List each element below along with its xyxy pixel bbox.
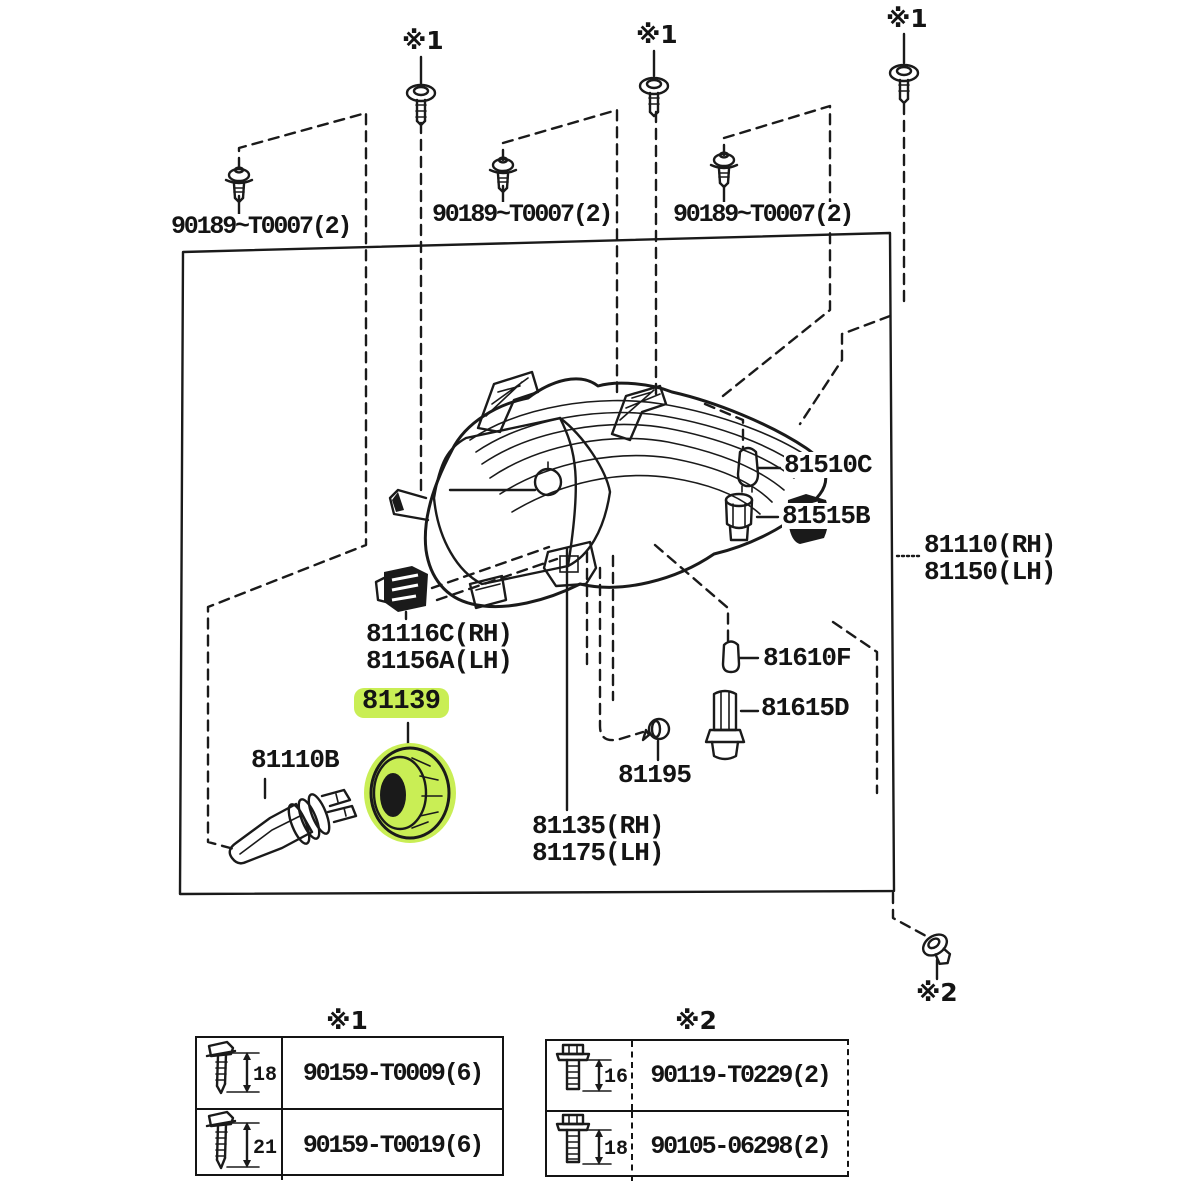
headlamp-assy-label bbox=[924, 532, 1055, 586]
screw-length-value: 21 bbox=[253, 1137, 278, 1160]
fastener-table-2 bbox=[545, 1039, 849, 1177]
fastener-part-number: 90119-T0229(2) bbox=[650, 1061, 830, 1090]
cover-label bbox=[366, 621, 512, 675]
bolt-length-value: 16 bbox=[604, 1066, 629, 1089]
diagram-frame bbox=[180, 233, 894, 894]
turn-socket-label: 81615D bbox=[761, 693, 849, 723]
clip-part-number-2: 90189~T0007(2) bbox=[432, 200, 612, 229]
bolt-length-value: 18 bbox=[604, 1138, 629, 1161]
bolt-length-icon bbox=[547, 1041, 633, 1110]
parking-socket-label: 81515B bbox=[782, 501, 870, 531]
table-row bbox=[197, 1108, 502, 1180]
unit-rh: 81135(RH) bbox=[532, 811, 664, 841]
fastener-table-1 bbox=[195, 1036, 504, 1176]
unit-label bbox=[532, 813, 663, 867]
headlamp-bulb-icon bbox=[230, 790, 356, 863]
ref-marker-1c: ※1 bbox=[886, 4, 928, 33]
screw-length-value: 18 bbox=[253, 1064, 278, 1087]
ref-marker-1b: ※1 bbox=[636, 20, 678, 49]
turn-socket-icon bbox=[706, 691, 744, 759]
table-row bbox=[197, 1038, 502, 1108]
headlamp-assy-lh: 81150(LH) bbox=[924, 557, 1056, 587]
clip-part-number-1: 90189~T0007(2) bbox=[171, 212, 351, 241]
screw-length-icon bbox=[197, 1038, 283, 1108]
clip-part-number-3: 90189~T0007(2) bbox=[673, 200, 853, 229]
table1-ref-header: ※1 bbox=[326, 1006, 368, 1035]
table-row bbox=[547, 1110, 847, 1181]
small-screw-icon bbox=[643, 719, 669, 740]
grommet-icon bbox=[364, 743, 456, 843]
table2-ref-header: ※2 bbox=[675, 1006, 717, 1035]
headlamp-assy-rh: 81110(RH) bbox=[924, 530, 1056, 560]
unit-lh: 81175(LH) bbox=[532, 838, 664, 868]
parking-socket-icon bbox=[726, 494, 752, 540]
turn-bulb-label: 81610F bbox=[763, 643, 851, 673]
parking-bulb-label: 81510C bbox=[784, 450, 872, 480]
bolt-length-icon bbox=[547, 1112, 633, 1181]
screw-length-icon bbox=[197, 1110, 283, 1180]
clip-icon bbox=[226, 153, 737, 202]
ref-marker-1a: ※1 bbox=[402, 26, 444, 55]
fastener-part-number: 90105-06298(2) bbox=[650, 1132, 830, 1161]
turn-bulb-icon bbox=[723, 642, 739, 673]
cover-rh: 81116C(RH) bbox=[366, 619, 513, 649]
table-row bbox=[547, 1041, 847, 1110]
grommet-label: 81139 bbox=[354, 688, 449, 718]
headlamp-assembly-drawing bbox=[390, 372, 829, 608]
headlamp-bulb-label: 81110B bbox=[251, 745, 339, 775]
side-lug-icon bbox=[390, 490, 428, 520]
screw-label: 81195 bbox=[618, 760, 692, 790]
ref-marker-2: ※2 bbox=[916, 978, 958, 1007]
fastener-part-number: 90159-T0009(6) bbox=[302, 1058, 483, 1088]
cover-bracket-icon bbox=[376, 566, 428, 612]
cover-lh: 81156A(LH) bbox=[366, 646, 513, 676]
fastener-part-number: 90159-T0019(6) bbox=[302, 1130, 483, 1160]
